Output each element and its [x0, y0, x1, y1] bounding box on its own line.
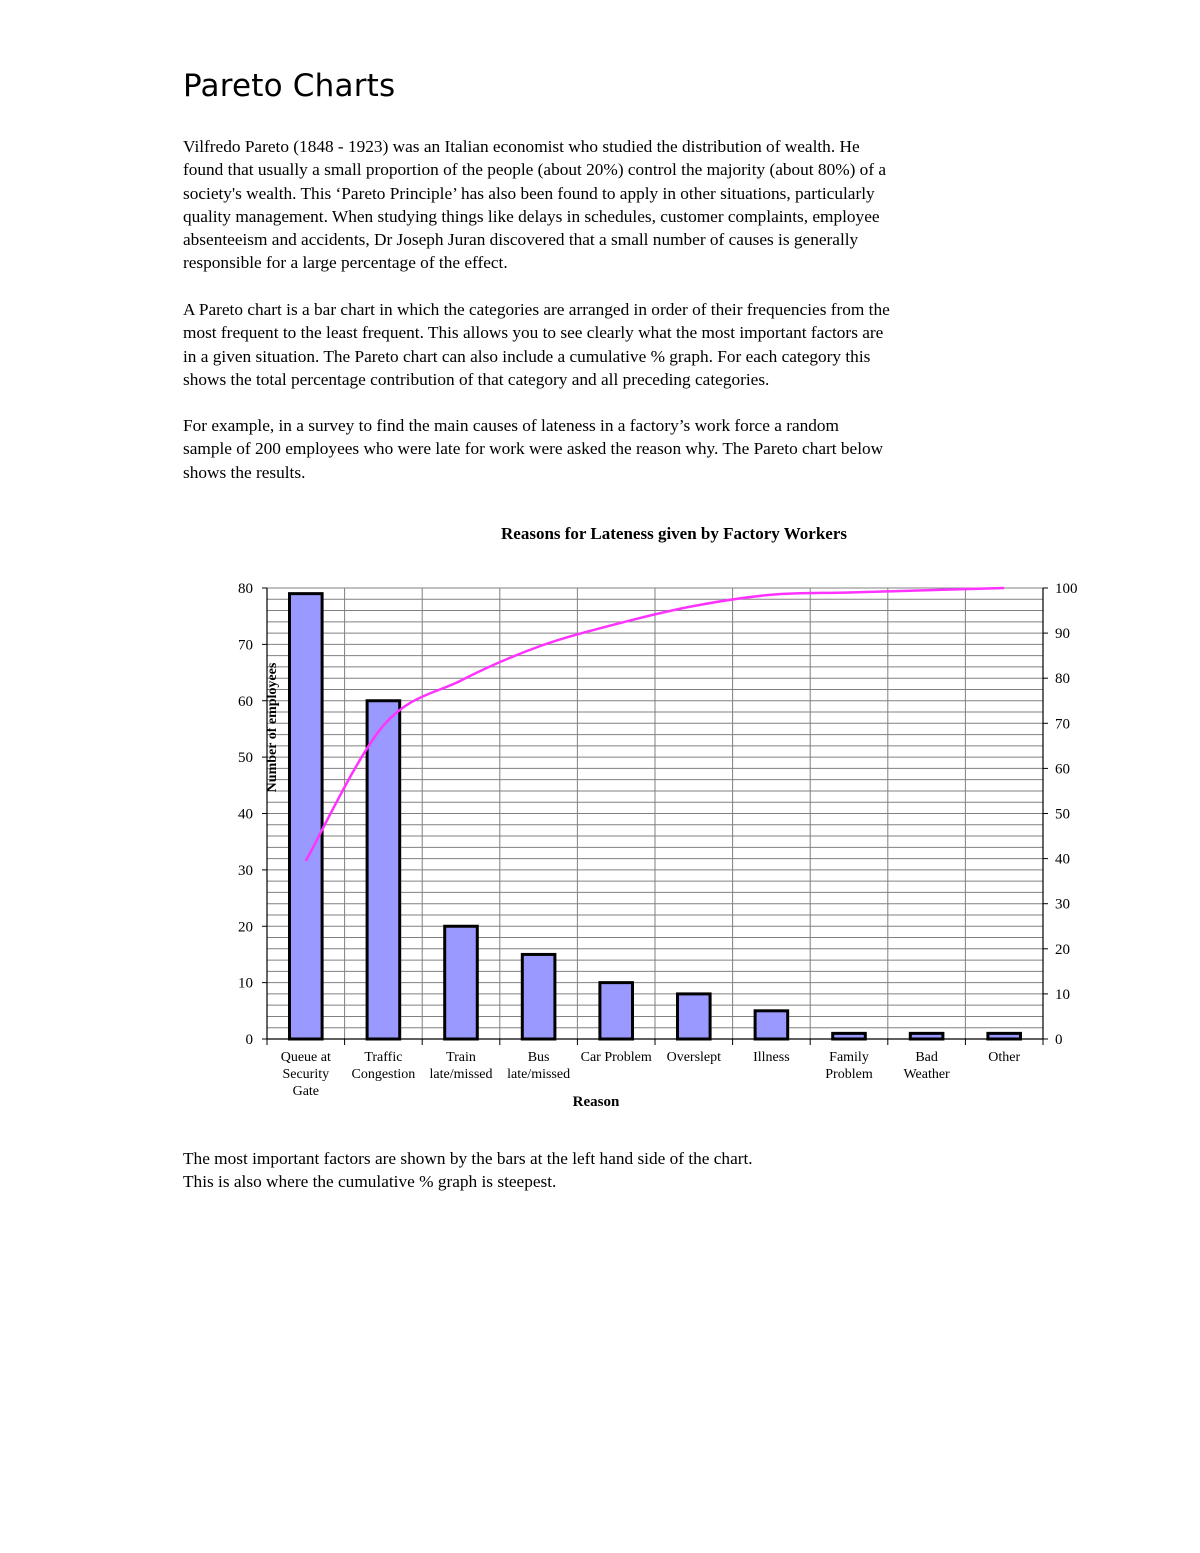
text-line: found that usually a small proportion of the people (about 20%) control the majority (about 80%) of a — [183, 160, 887, 180]
bar — [445, 926, 478, 1039]
text-line: shows the results. — [183, 462, 306, 482]
bar — [678, 994, 711, 1039]
x-tick-label: Bus late/missed — [507, 1050, 571, 1082]
y-tick-label: 50 — [238, 750, 253, 767]
text-line: society's wealth. This ‘Pareto Principle’ has also been found to apply in other situations, particularly — [183, 183, 875, 203]
y2-tick-label: 40 — [1055, 851, 1070, 868]
x-axis-title: Reason — [572, 1094, 620, 1110]
text-line: most frequent to the least frequent. This allows you to see clearly what the most important factors are — [183, 323, 884, 343]
text-line: sample of 200 employees who were late for work were asked the reason why. The Pareto chart below — [183, 439, 884, 459]
text-line: A Pareto chart is a bar chart in which the categories are arranged in order of their frequencies from the — [183, 300, 890, 319]
y2-tick-label: 60 — [1055, 761, 1070, 778]
y-tick-label: 30 — [238, 862, 253, 879]
text-line: For example, in a survey to find the main causes of lateness in a factory’s work force a random — [183, 416, 839, 435]
y-axis-ticks — [238, 581, 253, 1048]
bar — [290, 594, 323, 1039]
x-tick-label: Illness — [753, 1050, 790, 1065]
text-line: Vilfredo Pareto (1848 - 1923) was an Italian economist who studied the distribution of wealth. He — [183, 137, 860, 156]
bar — [755, 1011, 788, 1039]
y2-tick-label: 100 — [1055, 581, 1078, 597]
x-tick-label: Traffic Congestion — [351, 1050, 416, 1082]
y2-tick-label: 90 — [1055, 626, 1070, 643]
y2-tick-label: 0 — [1055, 1032, 1063, 1048]
y-tick-label: 70 — [238, 637, 253, 654]
x-tick-label: Overslept — [666, 1050, 722, 1065]
text-line: This is also where the cumulative % graph is steepest. — [183, 1172, 557, 1192]
conclusion-paragraph — [183, 1147, 1033, 1194]
y-tick-label: 0 — [245, 1032, 253, 1048]
x-tick-label: Queue at Security Gate — [280, 1050, 331, 1099]
bar — [833, 1033, 866, 1039]
y2-tick-label: 30 — [1055, 896, 1070, 913]
bar — [988, 1033, 1021, 1039]
y-tick-label: 40 — [238, 806, 253, 823]
text-line: in a given situation. The Pareto chart can also include a cumulative % graph. For each category this — [183, 346, 871, 366]
y-tick-label: 80 — [238, 581, 253, 597]
bar — [522, 954, 555, 1039]
y-axis-title: Number of employees — [265, 662, 280, 793]
x-tick-label: Bad Weather — [903, 1050, 950, 1082]
page-title: Pareto Charts — [183, 68, 396, 104]
y2-tick-label: 80 — [1055, 671, 1070, 688]
bar — [910, 1033, 943, 1039]
y-tick-label: 20 — [238, 919, 253, 936]
text-line: quality management. When studying things like delays in schedules, customer complaints, employee — [183, 206, 880, 226]
y-tick-label: 10 — [238, 975, 253, 992]
x-tick-label: Other — [988, 1050, 1021, 1065]
y2-tick-label: 20 — [1055, 941, 1070, 958]
x-tick-label: Car Problem — [580, 1050, 652, 1065]
x-tick-label: Family Problem — [825, 1050, 873, 1082]
bar — [367, 701, 400, 1039]
chart-title: Reasons for Lateness given by Factory Workers — [501, 524, 847, 543]
text-line: absenteeism and accidents, Dr Joseph Juran discovered that a small number of causes is generally — [183, 230, 859, 250]
y2-tick-label: 50 — [1055, 806, 1070, 823]
x-axis-ticks — [281, 1050, 1021, 1099]
text-line: shows the total percentage contribution of that category and all preceding categories. — [183, 369, 770, 389]
y2-axis-ticks — [1055, 581, 1078, 1048]
y2-tick-label: 10 — [1055, 986, 1070, 1003]
text-line: The most important factors are shown by the bars at the left hand side of the chart. — [183, 1149, 753, 1168]
bar — [600, 983, 633, 1039]
y2-tick-label: 70 — [1055, 716, 1070, 733]
x-tick-label: Train late/missed — [429, 1050, 493, 1082]
text-line: responsible for a large percentage of the effect. — [183, 253, 508, 273]
y-tick-label: 60 — [238, 693, 253, 710]
